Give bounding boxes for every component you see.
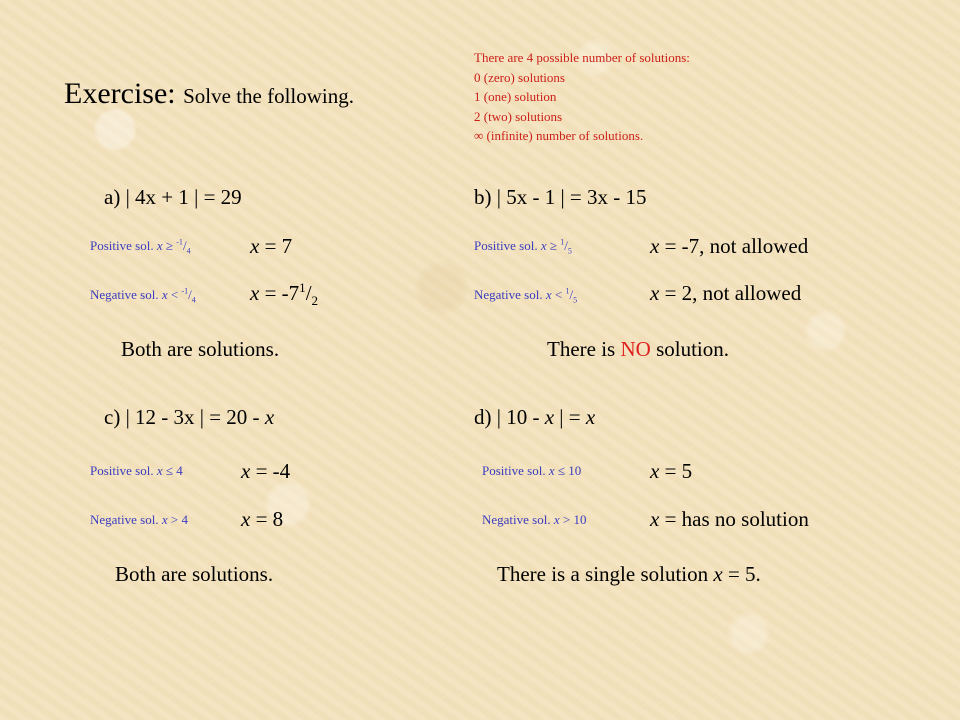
note-line: 1 (one) solution	[474, 89, 557, 104]
problem-d-negative-value: x = has no solution	[650, 507, 809, 531]
title-main: Exercise:	[64, 77, 176, 110]
problem-d-conclusion: There is a single solution x = 5.	[497, 562, 761, 586]
problem-d-positive-label: Positive sol. x ≤ 10	[482, 463, 582, 478]
problem-c-conclusion: Both are solutions.	[115, 562, 274, 586]
problem-b-conclusion	[547, 337, 729, 361]
note-line: 0 (zero) solutions	[474, 69, 565, 85]
problem-a-equation: a) | 4x + 1 | = 29	[104, 185, 242, 209]
conclusion-prefix: There is	[547, 337, 621, 361]
problem-a-conclusion: Both are solutions.	[121, 337, 280, 361]
problem-d-negative-label: Negative sol. x > 10	[482, 512, 587, 527]
note-line: 2 (two) solutions	[474, 108, 563, 124]
problem-b-negative-label: Negative sol. $x < ^1/_5$	[474, 286, 578, 305]
problem-a-positive-label: Positive sol. $x \ge ^{-1}/_4$	[90, 237, 191, 256]
problem-c-positive-label: Positive sol. x ≤ 4	[90, 463, 183, 478]
problem-d-equation: d) | 10 - x | = x	[474, 405, 596, 429]
solutions-note	[474, 48, 690, 146]
problem-b-positive-value: x = -7, not allowed	[650, 234, 809, 258]
problem-b-negative-value: x = 2, not allowed	[650, 281, 802, 305]
note-line: ∞ (infinite) number of solutions.	[474, 128, 644, 143]
problem-c-equation: c) | 12 - 3x | = 20 - x	[104, 405, 275, 429]
problem-c-negative-value: x = 8	[241, 507, 284, 531]
no-highlight: NO	[620, 337, 651, 361]
problem-d-positive-value: x = 5	[650, 459, 693, 483]
title-sub: Solve the following.	[183, 84, 355, 108]
problem-b-equation: b) | 5x - 1 | = 3x - 15	[474, 185, 647, 209]
note-line: There are 4 possible number of solutions:	[474, 50, 690, 65]
problem-a-negative-value: $x = -7^1/_2$	[250, 280, 319, 309]
problem-a-negative-label: Negative sol. $x < ^{-1}/_4$	[90, 286, 196, 305]
problem-a-positive-value: x = 7	[250, 234, 293, 258]
problem-c-positive-value: x = -4	[241, 459, 291, 483]
problem-c-negative-label: Negative sol. x > 4	[90, 512, 188, 527]
page-title	[64, 76, 354, 114]
conclusion-suffix: solution.	[650, 337, 730, 361]
problem-b-positive-label: Positive sol. $x \ge ^1/_5$	[474, 237, 572, 256]
